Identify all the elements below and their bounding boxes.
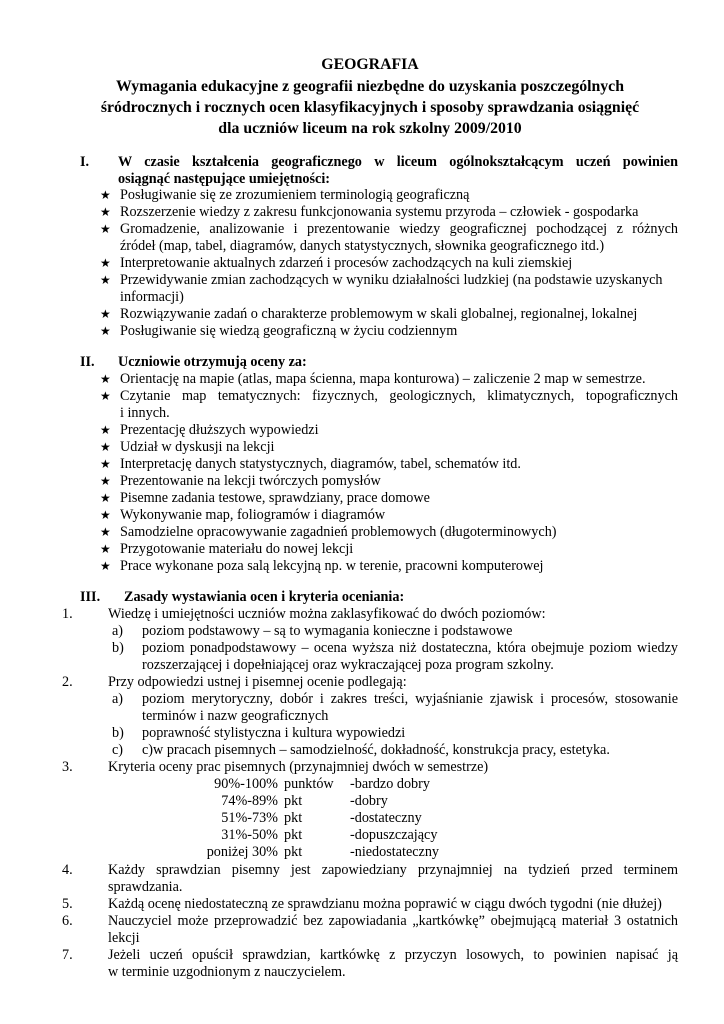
section-1-item: Gromadzenie, analizowanie i prezentowanie wiedzy geograficznej pochodzącej z różnych [120, 221, 678, 237]
star-icon: ★ [100, 457, 111, 471]
section-2-item: Prezentację dłuższych wypowiedzi [120, 422, 319, 438]
list-letter: a) [112, 691, 124, 707]
grade-name: -dostateczny [350, 810, 422, 826]
criteria-point-cont: w terminie uzgodnionym z nauczycielem. [108, 964, 346, 980]
doc-subtitle-line-2: śródrocznych i rocznych ocen klasyfikacyjnych i sposoby sprawdzania osiągnięć [100, 99, 640, 116]
list-number: 3. [62, 759, 73, 775]
grade-name: -dobry [350, 793, 388, 809]
star-icon: ★ [100, 324, 111, 338]
section-1-item: Posługiwanie się ze zrozumieniem terminologią geograficzną [120, 187, 470, 203]
list-number: 6. [62, 913, 73, 929]
grade-range: 51%-73% [221, 810, 278, 826]
criteria-point-text: Wiedzę i umiejętności uczniów można zaklasyfikować do dwóch poziomów: [108, 606, 546, 622]
section-2-item: Czytanie map tematycznych: fizycznych, geologicznych, klimatycznych, topograficznych [120, 388, 678, 404]
criteria-point-text: Nauczyciel może przeprowadzić bez zapowiadania „kartkówkę” obejmującą materiał 3 ostatnich [108, 913, 678, 929]
section-2-item: Orientację na mapie (atlas, mapa ścienna, mapa konturowa) – zaliczenie 2 map w semestrze. [120, 371, 646, 387]
criteria-point-cont: sprawdzania. [108, 879, 183, 895]
section-2-item-cont: i innych. [120, 405, 170, 421]
section-1-item: Przewidywanie zmian zachodzących w wyniku działalności ludzkiej (na podstawie uzyskanych [120, 272, 663, 288]
criteria-point-text: Kryteria oceny prac pisemnych (przynajmniej dwóch w semestrze) [108, 759, 489, 775]
list-number: 2. [62, 674, 73, 690]
section-2-item: Pisemne zadania testowe, sprawdziany, prace domowe [120, 490, 430, 506]
section-1-item: Interpretowanie aktualnych zdarzeń i procesów zachodzących na kuli ziemskiej [120, 255, 573, 271]
doc-subtitle-line-3: dla uczniów liceum na rok szkolny 2009/2010 [218, 120, 522, 137]
section-1-item-cont: informacji) [120, 289, 184, 305]
section-3-heading: Zasady wystawiania ocen i kryteria oceniania: [124, 589, 405, 605]
section-1-heading: W czasie kształcenia geograficznego w liceum ogólnokształcącym uczeń powinien [118, 154, 678, 170]
criteria-point-text: Każdą ocenę niedostateczną ze sprawdzianu można poprawić w ciągu dwóch tygodni (nie dłużej) [108, 896, 662, 912]
star-icon: ★ [100, 273, 111, 287]
grade-unit: pkt [284, 844, 303, 860]
section-1-heading-cont: osiągnąć następujące umiejętności: [118, 171, 331, 187]
section-2-item: Udział w dyskusji na lekcji [120, 439, 275, 455]
grade-range: 90%-100% [214, 776, 278, 792]
star-icon: ★ [100, 188, 111, 202]
section-2-number: II. [80, 354, 95, 370]
section-3-number: III. [80, 589, 101, 605]
criteria-subpoint-cont: terminów i nazw geograficznych [142, 708, 329, 724]
list-number: 1. [62, 606, 73, 622]
list-letter: a) [112, 623, 124, 639]
criteria-point-text: Każdy sprawdzian pisemny jest zapowiedziany przynajmniej na tydzień przed terminem [108, 862, 678, 878]
list-letter: b) [112, 725, 124, 741]
section-2-item: Samodzielne opracowywanie zagadnień problemowych (długoterminowych) [120, 524, 557, 540]
grade-unit: pkt [284, 810, 303, 826]
grade-name: -niedostateczny [350, 844, 440, 860]
criteria-point-text: Przy odpowiedzi ustnej i pisemnej ocenie podlegają: [108, 674, 407, 690]
star-icon: ★ [100, 525, 111, 539]
section-2-heading: Uczniowie otrzymują oceny za: [118, 354, 307, 370]
star-icon: ★ [100, 542, 111, 556]
section-1-number: I. [80, 154, 90, 170]
criteria-subpoint: poziom podstawowy – są to wymagania konieczne i podstawowe [142, 623, 513, 639]
star-icon: ★ [100, 440, 111, 454]
star-icon: ★ [100, 222, 111, 236]
section-1-item: Rozwiązywanie zadań o charakterze problemowym w skali globalnej, regionalnej, lokalnej [120, 306, 638, 322]
criteria-subpoint: c)w pracach pisemnych – samodzielność, dokładność, konstrukcja pracy, estetyka. [142, 742, 610, 758]
star-icon: ★ [100, 307, 111, 321]
star-icon: ★ [100, 491, 111, 505]
criteria-point-cont: lekcji [108, 930, 140, 946]
grade-range: poniżej 30% [206, 844, 278, 860]
section-1-item: Posługiwanie się wiedzą geograficzną w życiu codziennym [120, 323, 458, 339]
grade-range: 74%-89% [221, 793, 278, 809]
grade-unit: pkt [284, 793, 303, 809]
grade-name: -dopuszczający [350, 827, 438, 843]
star-icon: ★ [100, 474, 111, 488]
star-icon: ★ [100, 508, 111, 522]
list-letter: b) [112, 640, 124, 656]
grade-range: 31%-50% [221, 827, 278, 843]
list-number: 4. [62, 862, 73, 878]
star-icon: ★ [100, 256, 111, 270]
section-2-item: Wykonywanie map, foliogramów i diagramów [120, 507, 386, 523]
criteria-subpoint: poziom merytoryczny, dobór i zakres treści, wyjaśnianie zjawisk i procesów, stosowanie [142, 691, 678, 707]
grade-unit: punktów [284, 776, 334, 792]
grade-name: -bardzo dobry [350, 776, 430, 792]
section-2-item: Prace wykonane poza salą lekcyjną np. w terenie, pracowni komputerowej [120, 558, 544, 574]
grade-unit: pkt [284, 827, 303, 843]
section-2-item: Przygotowanie materiału do nowej lekcji [120, 541, 354, 557]
star-icon: ★ [100, 372, 111, 386]
doc-subtitle-line-1: Wymagania edukacyjne z geografii niezbędne do uzyskania poszczególnych [116, 78, 624, 95]
criteria-subpoint: poprawność stylistyczna i kultura wypowiedzi [142, 725, 406, 741]
doc-title: GEOGRAFIA [321, 56, 419, 73]
list-letter: c) [112, 742, 124, 758]
section-1-item-cont: źródeł (map, tabel, diagramów, danych statystycznych, słownika geograficznego itd.) [120, 238, 605, 254]
criteria-subpoint: poziom ponadpodstawowy – ocena wyższa niż dostateczna, która obejmuje poziom wiedzy [142, 640, 678, 656]
section-2-item: Prezentowanie na lekcji twórczych pomysłów [120, 473, 381, 489]
section-2-item: Interpretację danych statystycznych, diagramów, tabel, schematów itd. [120, 456, 521, 472]
star-icon: ★ [100, 389, 111, 403]
star-icon: ★ [100, 559, 111, 573]
list-number: 5. [62, 896, 73, 912]
list-number: 7. [62, 947, 73, 963]
criteria-subpoint-cont: rozszerzającej i dopełniającej oraz wykraczającej poza program szkolny. [142, 657, 554, 673]
criteria-point-text: Jeżeli uczeń opuścił sprawdzian, kartkówkę z przyczyn losowych, to powinien napisać ją [108, 947, 678, 963]
star-icon: ★ [100, 205, 111, 219]
section-1-item: Rozszerzenie wiedzy z zakresu funkcjonowania systemu przyroda – człowiek - gospodarka [120, 204, 639, 220]
star-icon: ★ [100, 423, 111, 437]
